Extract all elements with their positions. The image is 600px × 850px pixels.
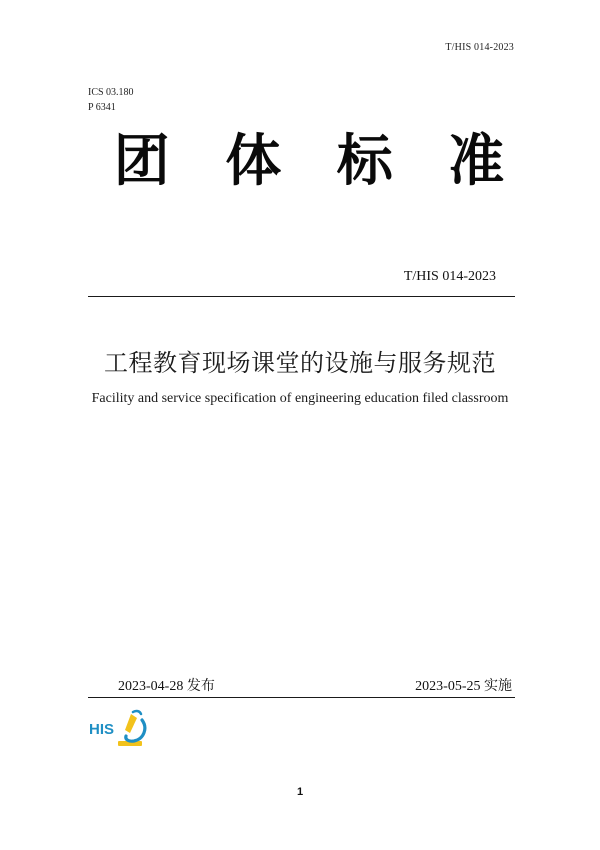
- ccs-code: P 6341: [88, 102, 116, 113]
- logo-text: HIS: [89, 721, 115, 738]
- header-standard-code: T/HIS 014-2023: [445, 42, 514, 53]
- chinese-title: 工程教育现场课堂的设施与服务规范: [104, 349, 496, 377]
- microscope-logo-icon: [88, 706, 152, 750]
- english-title: Facility and service specification of engineering education filed classroom: [91, 391, 509, 406]
- main-title: 团 体 标 准: [113, 128, 523, 194]
- document-code: T/HIS 014-2023: [403, 269, 496, 284]
- page-number: 1: [296, 786, 304, 798]
- implement-date: 2023-05-25 实施: [415, 679, 512, 694]
- top-divider: [88, 296, 515, 297]
- bottom-divider: [88, 697, 515, 698]
- publish-date: 2023-04-28 发布: [118, 679, 215, 694]
- ics-code: ICS 03.180: [88, 87, 134, 98]
- his-logo: [88, 706, 152, 750]
